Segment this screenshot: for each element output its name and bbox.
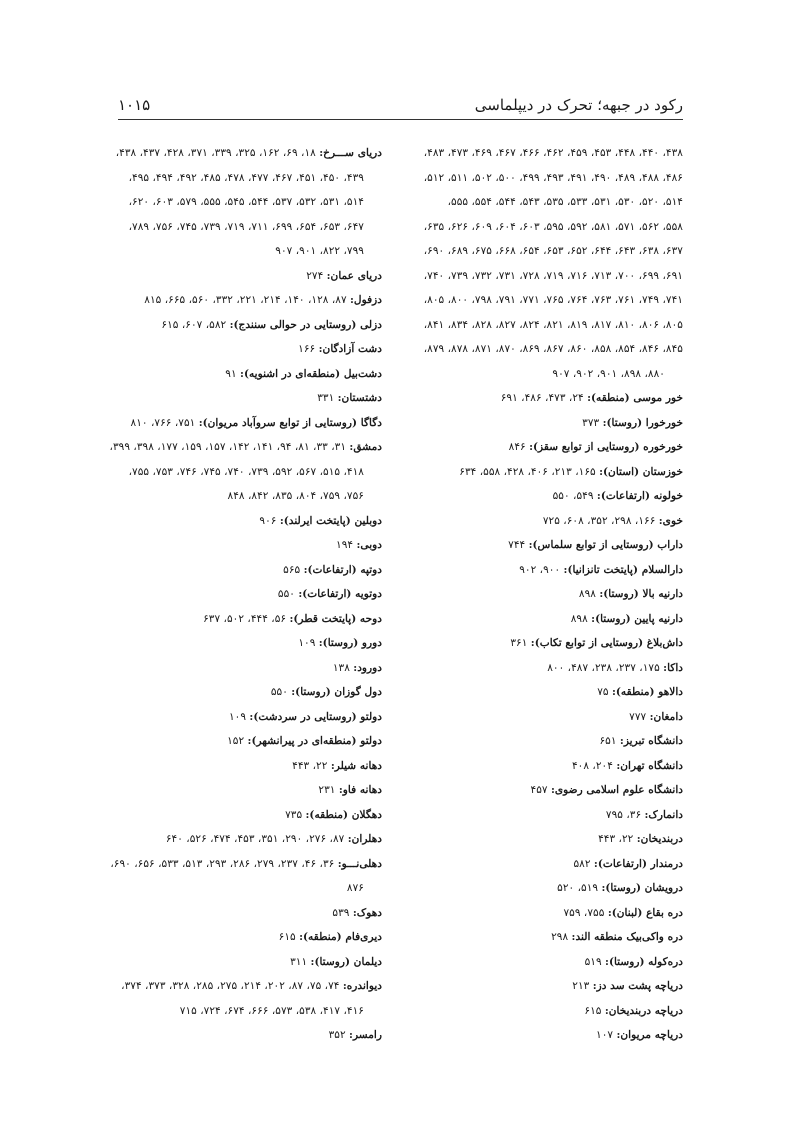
index-page-refs: ۲۱۳ (572, 980, 593, 992)
header-rule (118, 119, 683, 120)
index-entry (383, 582, 683, 607)
index-entry (383, 803, 683, 828)
index-term: دوحه (پایتخت قطر): (289, 612, 382, 625)
index-term: دهلران: (347, 833, 382, 845)
index-entry (82, 362, 382, 387)
index-term: دیری‌فام (منطقه): (299, 931, 382, 943)
index-term: دره‌کوله (روستا): (605, 955, 683, 968)
index-continuation-line: ۶۹۱، ۶۹۹، ۷۰۰، ۷۱۳، ۷۱۶، ۷۱۹، ۷۲۸، ۷۳۱، ۷۳۲، ۷۳۹، ۷۴۰، (423, 269, 683, 282)
index-entry (82, 435, 382, 460)
page-number: ۱۰۱۵ (118, 96, 151, 114)
index-term: دهانه فاو: (338, 784, 382, 796)
index-continuation-line: ۷۴۱، ۷۴۹، ۷۶۱، ۷۶۳، ۷۶۴، ۷۶۵، ۷۷۱، ۷۹۱، ۷۹۸، ۸۰۰، ۸۰۵، (423, 294, 683, 306)
index-entry (82, 141, 382, 166)
index-page-refs: ۵۶، ۴۴۴، ۵۰۲، ۶۳۷ (203, 612, 290, 625)
index-term: خورخورا (روستا): (602, 416, 683, 429)
index-entry (82, 509, 382, 534)
index-page-refs: ۶۱۵ (278, 931, 300, 943)
index-page-refs: ۱۶۵، ۲۱۳، ۴۰۶، ۴۲۸، ۵۵۸، ۶۳۴ (459, 465, 600, 478)
index-page-refs: ۱۶۶، ۲۹۸، ۳۵۲، ۶۰۸، ۷۲۵ (542, 514, 659, 527)
index-page-refs: ۹۰۰، ۹۰۲ (519, 563, 564, 576)
index-page-refs: ۱۹۴ (336, 539, 357, 551)
index-term: دریاچه دربندیخان: (604, 1004, 683, 1017)
index-page-refs: ۵۸۲، ۶۰۷، ۶۱۵ (161, 318, 230, 331)
running-header (118, 92, 683, 114)
index-continuation-line: ۸۴۵، ۸۴۶، ۸۵۴، ۸۵۸، ۸۶۰، ۸۶۷، ۸۶۹، ۸۷۰، ۸۷۱، ۸۷۸، ۸۷۹، (423, 343, 683, 355)
index-term: دوتپه (ارتفاعات): (303, 563, 382, 576)
index-entry (383, 1023, 683, 1048)
index-term: دالاهو (منطقه): (612, 686, 683, 698)
index-term: دارنیه بالا (روستا): (599, 588, 683, 600)
index-term: دانشگاه تهران: (616, 759, 683, 772)
index-entry (82, 631, 382, 656)
index-term: دولتو (منطقه‌ای در پیرانشهر): (247, 735, 382, 747)
index-term: دهوک: (352, 906, 382, 919)
index-term: داکا: (663, 661, 683, 674)
index-entry (383, 999, 683, 1024)
index-entry (383, 558, 683, 583)
index-term: داراب (روستایی از توابع سلماس): (528, 539, 683, 551)
index-entry (82, 607, 382, 632)
index-term: دورو (روستا): (318, 637, 382, 649)
index-column-left (82, 141, 382, 1048)
index-page-refs: ۵۵۰ (277, 588, 299, 600)
index-page-refs: ۲۲، ۴۴۳ (598, 833, 637, 845)
index-entry (82, 729, 382, 754)
index-entry (82, 950, 382, 975)
index-term: دوبی: (356, 539, 382, 551)
index-entry (383, 386, 683, 411)
index-page-refs: ۳۷۳ (582, 416, 603, 429)
index-term: دریاچه مریوان: (616, 1029, 683, 1041)
index-page-refs: ۱۰۹ (298, 637, 319, 649)
index-page-refs: ۱۶۶ (298, 343, 319, 355)
index-entry (383, 705, 683, 730)
index-page-refs: ۷۴۴ (508, 539, 529, 551)
index-entry (383, 460, 683, 485)
index-page-refs: ۳۶، ۴۶، ۲۳۷، ۲۷۹، ۲۸۶، ۲۹۳، ۵۱۳، ۵۳۳، ۶۵۶، ۶۹۰، (110, 857, 338, 870)
index-term: دره بقاع (لبنان): (607, 906, 683, 919)
index-term: دزفول: (350, 294, 382, 306)
index-page-refs: ۷۷۷ (629, 710, 650, 723)
index-continuation-line: ۵۱۴، ۵۲۰، ۵۳۰، ۵۳۱، ۵۳۳، ۵۳۵، ۵۴۳، ۵۴۴، ۵۵۴، ۵۵۵، (447, 196, 683, 208)
index-column-right (383, 141, 683, 1048)
index-entry (82, 411, 382, 436)
index-entry (383, 729, 683, 754)
index-page-refs: ۸۷، ۲۷۶، ۲۹۰، ۳۵۱، ۴۵۳، ۴۷۴، ۵۲۶، ۶۴۰ (165, 833, 348, 845)
index-entry (383, 925, 683, 950)
index-entry (82, 754, 382, 779)
index-term: دول گوزان (روستا): (291, 686, 382, 698)
index-page-refs: ۵۶۵ (283, 563, 304, 576)
index-entry (82, 974, 382, 999)
index-page-refs: ۷۳۵ (285, 808, 306, 821)
index-page-refs: ۳۶، ۷۹۵ (605, 808, 645, 821)
index-term: دانمارک: (644, 808, 683, 821)
index-entry (383, 435, 683, 460)
index-page-refs: ۲۲، ۴۴۳ (292, 759, 331, 772)
index-entry (82, 852, 382, 877)
running-title: رکود در جبهه؛ تحرک در دیپلماسی (474, 96, 683, 114)
index-page-refs: ۹۰۶ (259, 514, 280, 527)
index-continuation-line: ۵۵۸، ۵۶۲، ۵۷۱، ۵۸۱، ۵۹۲، ۵۹۵، ۶۰۳، ۶۰۴، ۶۰۹، ۶۲۶، ۶۳۵، (423, 220, 683, 233)
index-page-refs: ۷۵۱، ۷۶۶، ۸۱۰ (130, 416, 199, 429)
index-term: دامغان: (649, 710, 683, 723)
index-term: دانشگاه علوم اسلامی رضوی: (550, 784, 683, 796)
index-term: دریای عمان: (326, 269, 382, 282)
index-page-refs: ۵۱۹ (584, 955, 606, 968)
index-entry (383, 901, 683, 926)
index-page-refs: ۳۶۱ (510, 637, 531, 649)
index-entry (383, 411, 683, 436)
index-page-refs: ۱۰۷ (596, 1029, 617, 1041)
index-term: خوی: (658, 514, 683, 527)
index-entry (82, 705, 382, 730)
index-continuation-line: ۶۳۷، ۶۳۸، ۶۴۳، ۶۴۴، ۶۵۲، ۶۵۳، ۶۵۴، ۶۶۸، ۶۷۵، ۶۸۹، ۶۹۰، (423, 245, 683, 257)
index-page-refs: ۷۴، ۷۵، ۸۷، ۲۰۲، ۲۱۴، ۲۷۵، ۲۸۵، ۳۲۸، ۳۷۳، ۳۷۴، (121, 980, 343, 992)
index-entry (383, 656, 683, 681)
index-page-refs: ۳۱۱ (290, 955, 311, 968)
index-entry (82, 925, 382, 950)
index-entry (82, 582, 382, 607)
index-term: خوزستان (استان): (599, 465, 683, 478)
index-continuation-line: ۸۷۶ (346, 882, 364, 894)
index-term: درویشان (روستا): (601, 882, 683, 894)
index-term: دورود: (353, 661, 382, 674)
index-entry (383, 631, 683, 656)
index-entry (82, 533, 382, 558)
index-page-refs: ۵۵۰ (270, 686, 292, 698)
index-term: دگاگا (روستایی از توابع سروآباد مریوان): (198, 416, 382, 429)
index-page-refs: ۲۰۴، ۴۰۸ (571, 759, 617, 772)
index-page-refs: ۷۵۵، ۷۵۹ (563, 906, 608, 919)
index-page-refs: ۱۸، ۶۹، ۱۶۲، ۳۲۵، ۳۳۹، ۳۷۱، ۴۲۸، ۴۳۷، ۴۳۸، (115, 147, 320, 159)
index-entry (82, 558, 382, 583)
index-term: دربندیخان: (636, 833, 683, 845)
index-continuation-line: ۵۱۴، ۵۳۱، ۵۳۲، ۵۳۷، ۵۴۴، ۵۴۵، ۵۵۵، ۵۷۹، ۶۰۳، ۶۲۰، (128, 196, 364, 208)
index-term: دمشق: (349, 441, 382, 453)
index-term: دهلی‌نـــو: (337, 857, 382, 870)
index-term: دوبلین (پایتخت ایرلند): (279, 514, 382, 527)
index-entry (82, 337, 382, 362)
index-entry (82, 901, 382, 926)
index-continuation-line: ۴۳۹، ۴۵۰، ۴۵۱، ۴۶۷، ۴۷۷، ۴۷۸، ۴۸۵، ۴۹۲، ۴۹۴، ۴۹۵، (128, 171, 364, 184)
index-continuation-line: ۴۳۸، ۴۴۰، ۴۴۸، ۴۵۳، ۴۵۹، ۴۶۲، ۴۶۶، ۴۶۷، ۴۶۹، ۴۷۳، ۴۸۳، (423, 147, 683, 159)
index-term: دانشگاه تبریز: (619, 735, 683, 747)
index-term: دشت‌بیل (منطقه‌ای در اشنویه): (240, 367, 382, 380)
index-entry (383, 509, 683, 534)
index-term: دشتستان: (337, 392, 382, 404)
index-entry (82, 264, 382, 289)
index-entry (82, 803, 382, 828)
index-entry (82, 680, 382, 705)
index-term: دارالسلام (پایتخت تانزانیا): (563, 563, 683, 576)
index-page-refs: ۸۷، ۱۲۸، ۱۴۰، ۲۱۴، ۲۲۱، ۳۳۲، ۵۶۰، ۶۶۵، ۸۱۵ (144, 294, 351, 306)
index-continuation-line: ۶۴۷، ۶۵۳، ۶۵۴، ۶۹۹، ۷۱۱، ۷۱۹، ۷۳۹، ۷۴۵، ۷۵۶، ۷۸۹، (128, 220, 364, 233)
index-page-refs: ۱۳۸ (332, 661, 354, 674)
index-page-refs: ۶۵۱ (599, 735, 620, 747)
index-page-refs: ۲۹۸ (551, 931, 572, 943)
index-page-refs: ۲۷۴ (306, 269, 327, 282)
index-term: دریاچه پشت سد دز: (592, 980, 683, 992)
index-entry (383, 778, 683, 803)
index-entry (383, 974, 683, 999)
index-page-refs: ۷۵ (597, 686, 612, 698)
index-term: دهگلان (منطقه): (305, 808, 382, 821)
index-term: رامسر: (349, 1029, 382, 1041)
index-term: دریای ســـرخ: (319, 147, 382, 159)
index-page-refs: ۵۸۲ (573, 857, 594, 870)
index-term: خولونه (ارتفاعات): (596, 490, 683, 502)
index-entry (82, 288, 382, 313)
index-entry (82, 778, 382, 803)
index-page-refs: ۳۵۲ (328, 1029, 350, 1041)
index-page-refs: ۵۴۹، ۵۵۰ (552, 490, 597, 502)
index-page-refs: ۸۴۶ (508, 441, 530, 453)
index-term: دهانه شیلر: (330, 759, 382, 772)
index-term: دوتویه (ارتفاعات): (298, 588, 382, 600)
index-continuation-line: ۴۱۶، ۴۱۷، ۵۳۸، ۵۷۳، ۶۶۶، ۶۷۴، ۷۲۴، ۷۱۵ (179, 1004, 364, 1017)
index-term: دیواندره: (342, 980, 382, 992)
index-page-refs: ۱۵۲ (227, 735, 248, 747)
index-continuation-line: ۸۰۵، ۸۰۶، ۸۱۰، ۸۱۷، ۸۱۹، ۸۲۱، ۸۲۴، ۸۲۷، ۸۲۸، ۸۳۴، ۸۴۱، (423, 318, 683, 331)
index-page-refs: ۶۱۵ (584, 1004, 605, 1017)
index-page-refs: ۸۹۸ (570, 612, 592, 625)
index-page-refs: ۱۰۹ (228, 710, 250, 723)
index-page-refs: ۸۹۸ (578, 588, 600, 600)
index-continuation-line: ۸۸۰، ۸۹۸، ۹۰۱، ۹۰۲، ۹۰۷ (552, 367, 665, 380)
index-term: دولتو (روستایی در سردشت): (249, 710, 382, 723)
index-term: داش‌بلاغ (روستایی از توابع تکاب): (530, 637, 683, 649)
index-term: دشت آزادگان: (318, 343, 382, 355)
index-page-refs: ۳۳۱ (317, 392, 338, 404)
index-page-refs: ۳۱، ۳۳، ۸۱، ۹۴، ۱۴۱، ۱۴۲، ۱۵۷، ۱۵۹، ۱۷۷، ۳۹۸، ۳۹۹، (109, 441, 350, 453)
index-entry (383, 852, 683, 877)
index-entry (383, 754, 683, 779)
index-entry (383, 827, 683, 852)
index-entry (383, 484, 683, 509)
index-entry (383, 533, 683, 558)
index-page-refs: ۵۳۹ (332, 906, 353, 919)
index-term: دیلمان (روستا): (310, 955, 382, 968)
index-entry (383, 607, 683, 632)
index-term: دارنیه پایین (روستا): (591, 612, 683, 625)
index-page-refs: ۱۷۵، ۲۳۷، ۲۳۸، ۴۸۷، ۸۰۰ (547, 661, 664, 674)
index-page-refs: ۲۴، ۴۷۳، ۴۸۶، ۶۹۱ (500, 392, 588, 404)
index-entry (383, 950, 683, 975)
index-page-refs: ۵۱۹، ۵۲۰ (557, 882, 602, 894)
index-entry (82, 386, 382, 411)
index-term: خورخوره (روستایی از توابع سقز): (529, 441, 683, 453)
index-continuation-line: ۴۱۸، ۵۱۵، ۵۶۷، ۵۹۲، ۷۳۹، ۷۴۰، ۷۴۵، ۷۴۶، ۷۵۳، ۷۵۵، (128, 465, 364, 478)
index-continuation-line: ۴۸۶، ۴۸۸، ۴۸۹، ۴۹۰، ۴۹۱، ۴۹۳، ۴۹۹، ۵۰۰، ۵۰۲، ۵۱۱، ۵۱۲، (423, 171, 683, 184)
index-entry (82, 313, 382, 338)
index-page-refs: ۹۱ (225, 367, 241, 380)
index-continuation-line: ۷۹۹، ۸۲۲، ۹۰۱، ۹۰۷ (275, 245, 364, 257)
index-entry (82, 656, 382, 681)
index-continuation-line: ۷۵۶، ۷۵۹، ۸۰۴، ۸۳۵، ۸۴۲، ۸۴۸ (227, 490, 364, 502)
index-page-refs: ۲۳۱ (318, 784, 339, 796)
index-term: درمندار (ارتفاعات): (593, 857, 683, 870)
index-page-refs: ۴۵۷ (530, 784, 551, 796)
index-term: خور موسی (منطقه): (587, 392, 683, 404)
index-term: دره واکی‌بیک منطقه الند: (571, 931, 683, 943)
index-entry (82, 1023, 382, 1048)
index-entry (383, 680, 683, 705)
index-entry (82, 827, 382, 852)
index-term: دزلی (روستایی در حوالی سنندج): (229, 318, 382, 331)
index-entry (383, 876, 683, 901)
